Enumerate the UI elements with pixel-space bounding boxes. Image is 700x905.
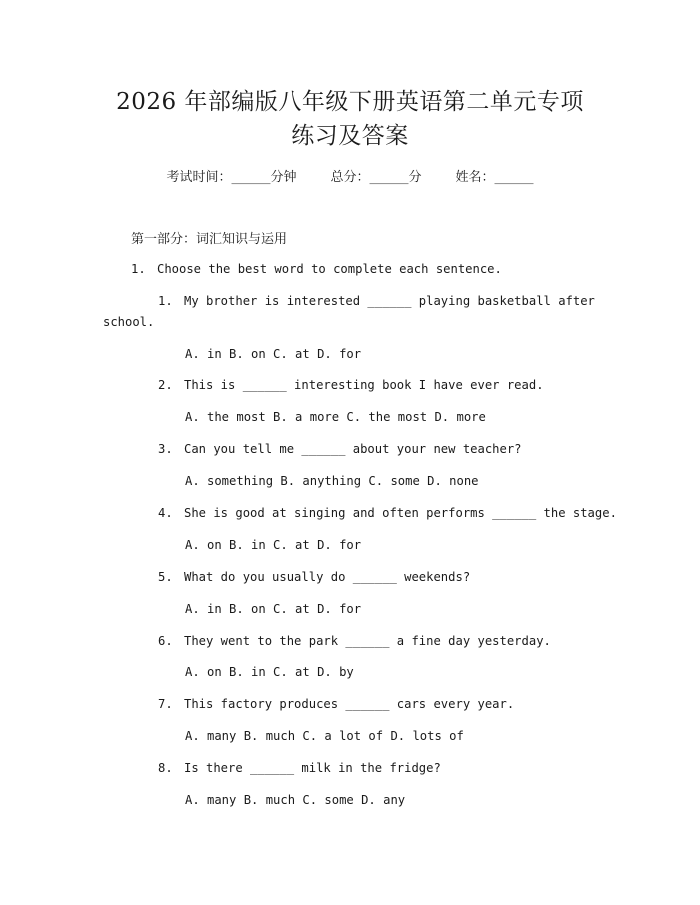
question-stem-continuation: school. [103, 315, 155, 329]
question-options: A. in B. on C. at D. for [185, 347, 362, 361]
question-stem [158, 758, 441, 778]
document-title-line-2: 练习及答案 [291, 123, 409, 149]
exam-time-field: 考试时间：______分钟 [166, 170, 297, 185]
question-text: Is there ______ milk in the fridge? [184, 761, 441, 775]
question-options: A. many B. much C. some D. any [185, 793, 406, 807]
question-stem [158, 694, 514, 714]
section-title: 第一部分：词汇知识与运用 [131, 232, 288, 247]
exam-score-field: 总分：______分 [330, 170, 422, 185]
question-stem [158, 375, 544, 395]
question-text: She is good at singing and often performs ______ the stage. [184, 506, 617, 520]
question-text: My brother is interested ______ playing basketball after [184, 294, 595, 308]
question-stem [158, 503, 617, 523]
question-text: This factory produces ______ cars every year. [184, 697, 515, 711]
question-stem [158, 567, 470, 587]
question-stem [158, 439, 522, 459]
question-options: A. on B. in C. at D. for [185, 538, 362, 552]
question-text: What do you usually do ______ weekends? [184, 570, 471, 584]
question-options: A. on B. in C. at D. by [185, 665, 354, 679]
task-instruction [131, 259, 502, 279]
question-number: 7. [158, 697, 173, 711]
question-text: Can you tell me ______ about your new teacher? [184, 442, 522, 456]
task-number: 1. [131, 262, 146, 276]
question-number: 2. [158, 378, 173, 392]
document-title-line-1: 2026 年部编版八年级下册英语第二单元专项 [116, 89, 584, 115]
question-stem [158, 631, 551, 651]
question-stem [158, 291, 595, 311]
exam-info [0, 168, 700, 188]
question-number: 1. [158, 294, 173, 308]
student-name-field: 姓名：______ [455, 170, 534, 185]
question-number: 8. [158, 761, 173, 775]
question-number: 5. [158, 570, 173, 584]
question-options: A. in B. on C. at D. for [185, 602, 362, 616]
question-options: A. something B. anything C. some D. none [185, 474, 479, 488]
question-text: They went to the park ______ a fine day yesterday. [184, 634, 551, 648]
question-number: 4. [158, 506, 173, 520]
question-options: A. the most B. a more C. the most D. more [185, 410, 486, 424]
question-number: 3. [158, 442, 173, 456]
question-text: This is ______ interesting book I have ever read. [184, 378, 544, 392]
question-number: 6. [158, 634, 173, 648]
task-instruction-text: Choose the best word to complete each sentence. [157, 262, 502, 276]
question-options: A. many B. much C. a lot of D. lots of [185, 729, 464, 743]
